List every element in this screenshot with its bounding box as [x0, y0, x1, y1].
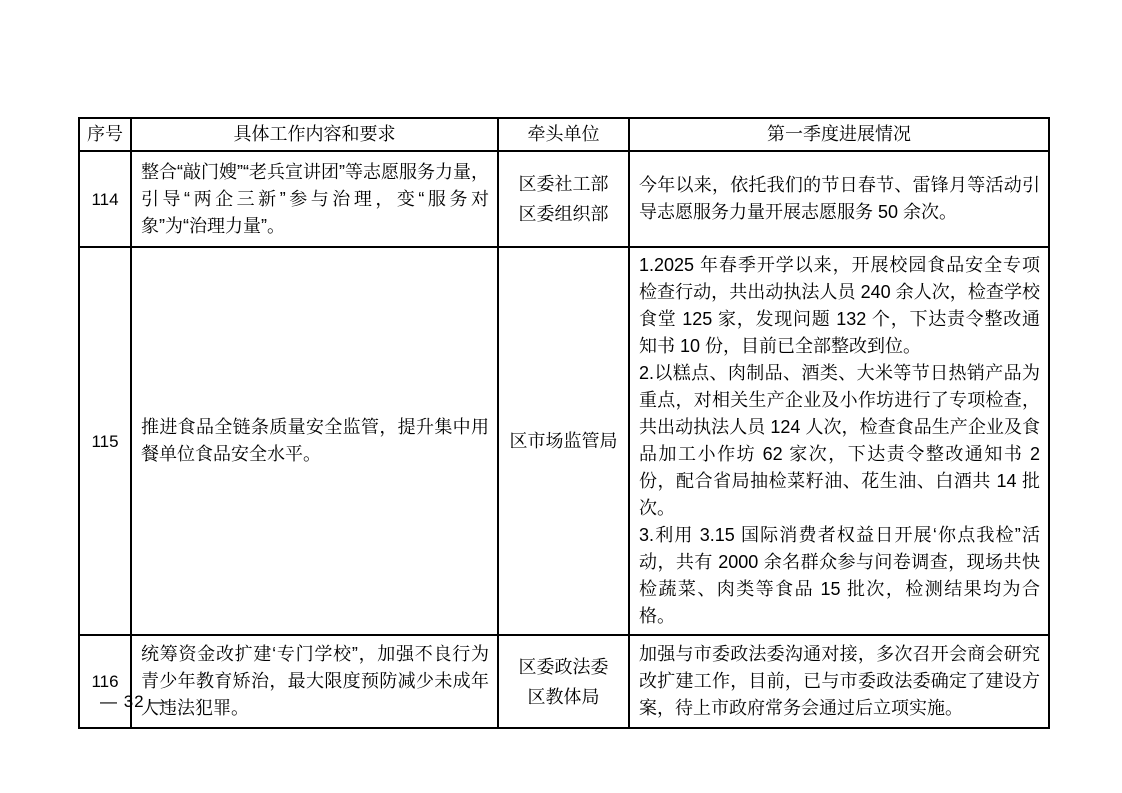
row-116-lead-unit-line-2: 区教体局	[527, 686, 600, 707]
header-progress: 第一季度进展情况	[629, 118, 1049, 151]
header-content: 具体工作内容和要求	[131, 118, 498, 151]
row-115-progress-item-2: 2.以糕点、肉制品、酒类、大米等节日热销产品为重点，对相关生产企业及小作坊进行了专项检查，共出动执法人员 124 人次，检查食品生产企业及食品加工小作坊 62 家次，下达责令整改通知书 2 份，配合省局抽检菜籽油、花生油、白酒共 14 批次。	[639, 363, 1040, 518]
row-114-progress	[629, 151, 1049, 247]
table-row-116	[79, 635, 1049, 728]
row-115-progress-item-1: 1.2025 年春季开学以来，开展校园食品安全专项检查行动，共出动执法人员 240 余人次，检查学校食堂 125 家，发现问题 132 个，下达责令整改通知书 10 份，目前已全部整改到位。	[639, 255, 1040, 356]
row-116-lead-unit-line-1: 区委政法委	[518, 656, 609, 677]
table-row-114	[79, 151, 1049, 247]
row-116-number: 116	[79, 635, 131, 728]
row-114-content: 整合“敲门嫂”“老兵宣讲团”等志愿服务力量，引导“两企三新”参与治理，变“服务对象”为“治理力量”。	[131, 151, 498, 247]
row-114-lead-unit-line-1: 区委社工部	[518, 174, 609, 194]
header-number: 序号	[79, 118, 131, 151]
row-115-lead-unit	[498, 247, 629, 635]
row-114-progress-item-1: 今年以来，依托我们的节日春节、雷锋月等活动引导志愿服务力量开展志愿服务 50 余次。	[639, 175, 1040, 222]
row-115-progress-item-3: 3.利用 3.15 国际消费者权益日开展‘你点我检”活动，共有 2000 余名群众参与问卷调查，现场共快检蔬菜、肉类等食品 15 批次，检测结果均为合格。	[639, 525, 1040, 626]
row-116-content: 统筹资金改扩建‘专门学校”，加强不良行为青少年教育矫治，最大限度预防减少未成年人违法犯罪。	[131, 635, 498, 728]
row-115-content: 推进食品全链条质量安全监管，提升集中用餐单位食品安全水平。	[131, 247, 498, 635]
header-lead-unit: 牵头单位	[498, 118, 629, 151]
row-114-lead-unit	[498, 151, 629, 247]
row-116-progress-item-1: 加强与市委政法委沟通对接，多次召开会商会研究改扩建工作，目前，已与市委政法委确定了建设方案，待上市政府常务会通过后立项实施。	[639, 644, 1040, 718]
table-row-115	[79, 247, 1049, 635]
table-header-row	[79, 118, 1049, 151]
row-115-progress	[629, 247, 1049, 635]
row-116-progress	[629, 635, 1049, 728]
row-114-lead-unit-line-2: 区委组织部	[518, 204, 609, 224]
row-114-number: 114	[79, 151, 131, 247]
row-115-lead-unit-line-1: 区市场监管局	[509, 431, 618, 451]
footer-page-number: — 32 —	[100, 692, 169, 711]
row-115-number: 115	[79, 247, 131, 635]
row-116-lead-unit	[498, 635, 629, 728]
work-progress-table	[78, 117, 1050, 729]
